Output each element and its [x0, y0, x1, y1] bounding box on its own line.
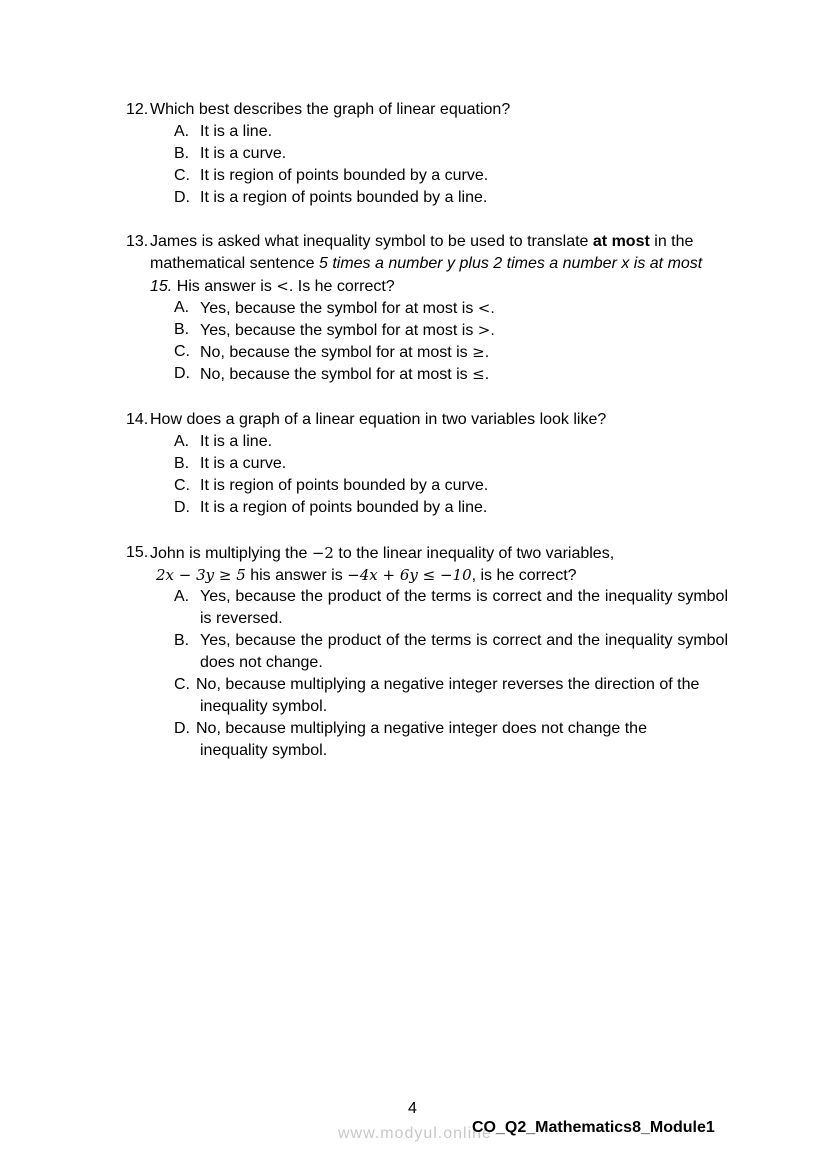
footer-module-code: CO_Q2_Mathematics8_Module1: [472, 1119, 715, 1136]
question-number: 12.: [126, 101, 149, 118]
stem-text: his answer is: [245, 567, 348, 584]
option-d: [126, 718, 736, 762]
stem-text: John is multiplying the: [150, 545, 312, 562]
stem-italic: 5 times a number y plus 2 times a number x is at most: [318, 255, 703, 272]
option-a: [126, 297, 736, 319]
stem-text: . Is he correct?: [288, 278, 395, 295]
option-text-body: No, because the symbol for at most is: [200, 366, 473, 383]
option-text: It is a region of points bounded by a line.: [200, 499, 488, 516]
option-text-line: symbol is reversed.: [200, 588, 728, 627]
option-text-body: No, because the symbol for at most is: [200, 344, 473, 361]
option-letter: C.: [174, 343, 190, 360]
option-text-line: Yes, because the product of the terms is correct and the inequality: [200, 588, 673, 605]
option-text: [196, 718, 736, 762]
math-expression: −4x + 6y ≤ −10: [347, 566, 472, 584]
option-d: [126, 363, 736, 385]
stem-bold: at most: [592, 233, 650, 250]
question-12: [126, 99, 736, 209]
option-b: [126, 453, 736, 475]
option-text: It is a curve.: [200, 145, 287, 162]
option-c: [126, 165, 736, 187]
question-14: [126, 409, 736, 519]
option-a: [126, 431, 736, 453]
option-text-line: Yes, because the product of the terms is correct and the inequality: [200, 632, 673, 649]
option-c: [126, 674, 736, 718]
option-b: [126, 143, 736, 165]
math-symbol: <: [477, 299, 491, 317]
option-letter: C.: [174, 676, 190, 693]
option-letter: B.: [174, 632, 190, 649]
option-letter: D.: [174, 189, 190, 206]
option-text-line: symbol does not change.: [200, 632, 728, 671]
option-text: [200, 341, 489, 364]
option-letter: A.: [174, 123, 190, 140]
stem-line-2: [126, 564, 736, 586]
option-text-line: No, because multiplying a negative integer reverses the direction of the: [196, 676, 700, 693]
option-text-end: .: [484, 366, 490, 383]
option-text: It is region of points bounded by a curve.: [200, 477, 489, 494]
stem-text: , is he correct?: [471, 567, 577, 584]
question-stem: [150, 542, 614, 565]
option-letter: D.: [174, 365, 190, 382]
option-c: [126, 475, 736, 497]
option-text-line: No, because multiplying a negative integer does not change the: [196, 720, 647, 737]
page-number: 4: [408, 1100, 417, 1117]
option-letter: B.: [174, 145, 190, 162]
question-15: [126, 542, 736, 762]
option-letter: A.: [174, 433, 190, 450]
option-letter: C.: [174, 167, 190, 184]
option-text: [200, 319, 495, 342]
option-text-end: .: [490, 322, 495, 339]
option-text: It is a region of points bounded by a line.: [200, 189, 488, 206]
option-text: [200, 297, 495, 320]
option-b: [126, 630, 736, 674]
option-d: [126, 187, 736, 209]
option-letter: B.: [174, 455, 190, 472]
option-b: [126, 319, 736, 341]
question-stem: How does a graph of a linear equation in two variables look like?: [150, 411, 607, 428]
option-letter: A.: [174, 299, 190, 316]
math-expression: −2: [311, 544, 334, 562]
stem-line-3: [126, 275, 736, 297]
stem-text: in the: [649, 233, 694, 250]
stem-italic: 15.: [150, 278, 173, 295]
option-a: [126, 121, 736, 143]
stem-text: James is asked what inequality symbol to be used to translate: [150, 233, 593, 250]
math-expression: 2x − 3y ≥ 5: [156, 566, 246, 584]
stem-line-2: [126, 253, 736, 275]
option-text: It is a line.: [200, 433, 273, 450]
math-symbol: >: [477, 321, 491, 339]
question-number: 14.: [126, 411, 149, 428]
option-text: It is a line.: [200, 123, 273, 140]
question-stem: Which best describes the graph of linear equation?: [150, 101, 511, 118]
option-text-end: .: [484, 344, 490, 361]
question-number: 15.: [126, 544, 149, 561]
option-c: [126, 341, 736, 363]
stem-text: His answer is: [172, 278, 277, 295]
option-text-end: .: [490, 300, 495, 317]
option-text-body: Yes, because the symbol for at most is: [200, 322, 478, 339]
option-a: [126, 586, 736, 630]
option-text: [200, 363, 489, 386]
watermark: www.modyul.online: [338, 1125, 492, 1142]
option-letter: C.: [174, 477, 190, 494]
question-number: 13.: [126, 233, 149, 250]
option-letter: D.: [174, 499, 190, 516]
math-symbol: ≤: [472, 365, 485, 383]
stem-text: to the linear inequality of two variables,: [333, 545, 615, 562]
question-stem: [150, 231, 693, 253]
question-13: [126, 231, 736, 385]
option-letter: D.: [174, 720, 190, 737]
stem-text: mathematical sentence: [150, 255, 319, 272]
option-text: It is region of points bounded by a curve.: [200, 167, 489, 184]
option-text-body: Yes, because the symbol for at most is: [200, 300, 478, 317]
math-symbol: ≥: [472, 343, 485, 361]
option-d: [126, 497, 736, 519]
option-text: [196, 674, 736, 718]
option-text: It is a curve.: [200, 455, 287, 472]
option-text-line: inequality symbol.: [200, 742, 328, 759]
option-text-line: inequality symbol.: [200, 698, 328, 715]
option-letter: A.: [174, 588, 190, 605]
option-letter: B.: [174, 321, 190, 338]
option-text: [200, 630, 728, 674]
math-symbol: <: [276, 277, 289, 295]
option-text: [200, 586, 728, 630]
